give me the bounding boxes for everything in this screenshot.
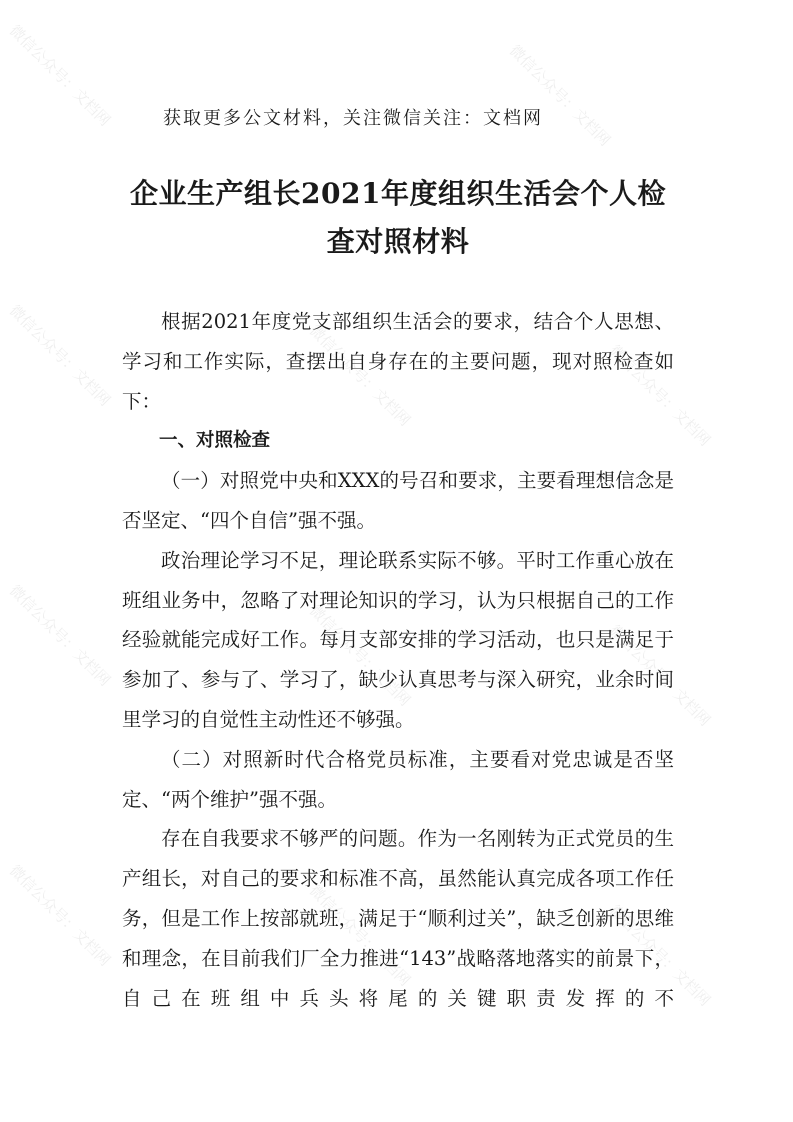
watermark: 微信公众号：文档网 — [5, 301, 115, 410]
watermark: 微信公众号：文档网 — [505, 41, 615, 150]
watermark: 微信公众号：文档网 — [5, 581, 115, 690]
header-note: 获取更多公文材料，关注微信关注：文档网 — [163, 108, 543, 129]
document-body — [122, 302, 674, 1018]
paragraph-2: 存在自我要求不够严的问题。作为一名刚转为正式党员的生产组长，对自己的要求和标准不高，虽然能认真完成各项工作任务，但是工作上按部就班，满足于“顺利过关”，缺乏创新的思维和理念，在目前我们厂全力推进“143”战略落地落实的前景下，自己在班组中兵头将尾的关键职责发挥的不 — [122, 827, 674, 1010]
watermark: 微信公众号：文档网 — [305, 321, 415, 430]
watermark: 微信公众号：文档网 — [5, 861, 115, 970]
paragraph-1: 政治理论学习不足，理论联系实际不够。平时工作重心放在班组业务中，忽略了对理论知识的学习，认为只根据自己的工作经验就能完成好工作。每月支部安排的学习活动，也只是满足于参加了、参与了、学习了，缺少认真思考与深入研究，业余时间里学习的自觉性主动性还不够强。 — [122, 548, 674, 731]
subsection-2: （二）对照新时代合格党员标准，主要看对党忠诚是否坚定、“两个维护”强不强。 — [122, 747, 674, 811]
subsection-1: （一）对照党中央和XXX的号召和要求，主要看理想信念是否坚定、“四个自信”强不强。 — [122, 469, 674, 532]
document-title: 企业生产组长2021年度组织生活会个人检查对照材料 — [130, 177, 666, 258]
watermark: 微信公众号：文档网 — [605, 621, 715, 730]
watermark: 微信公众号：文档网 — [605, 341, 715, 450]
watermark: 微信公众号：文档网 — [5, 21, 115, 130]
section-heading: 一、对照检查 — [159, 430, 271, 452]
watermark: 微信公众号：文档网 — [305, 601, 415, 710]
watermark: 微信公众号：文档网 — [305, 881, 415, 990]
watermark: 微信公众号：文档网 — [605, 901, 715, 1010]
intro-paragraph: 根据2021年度党支部组织生活会的要求，结合个人思想、学习和工作实际，查摆出自身存在的主要问题，现对照检查如下： — [122, 310, 674, 413]
